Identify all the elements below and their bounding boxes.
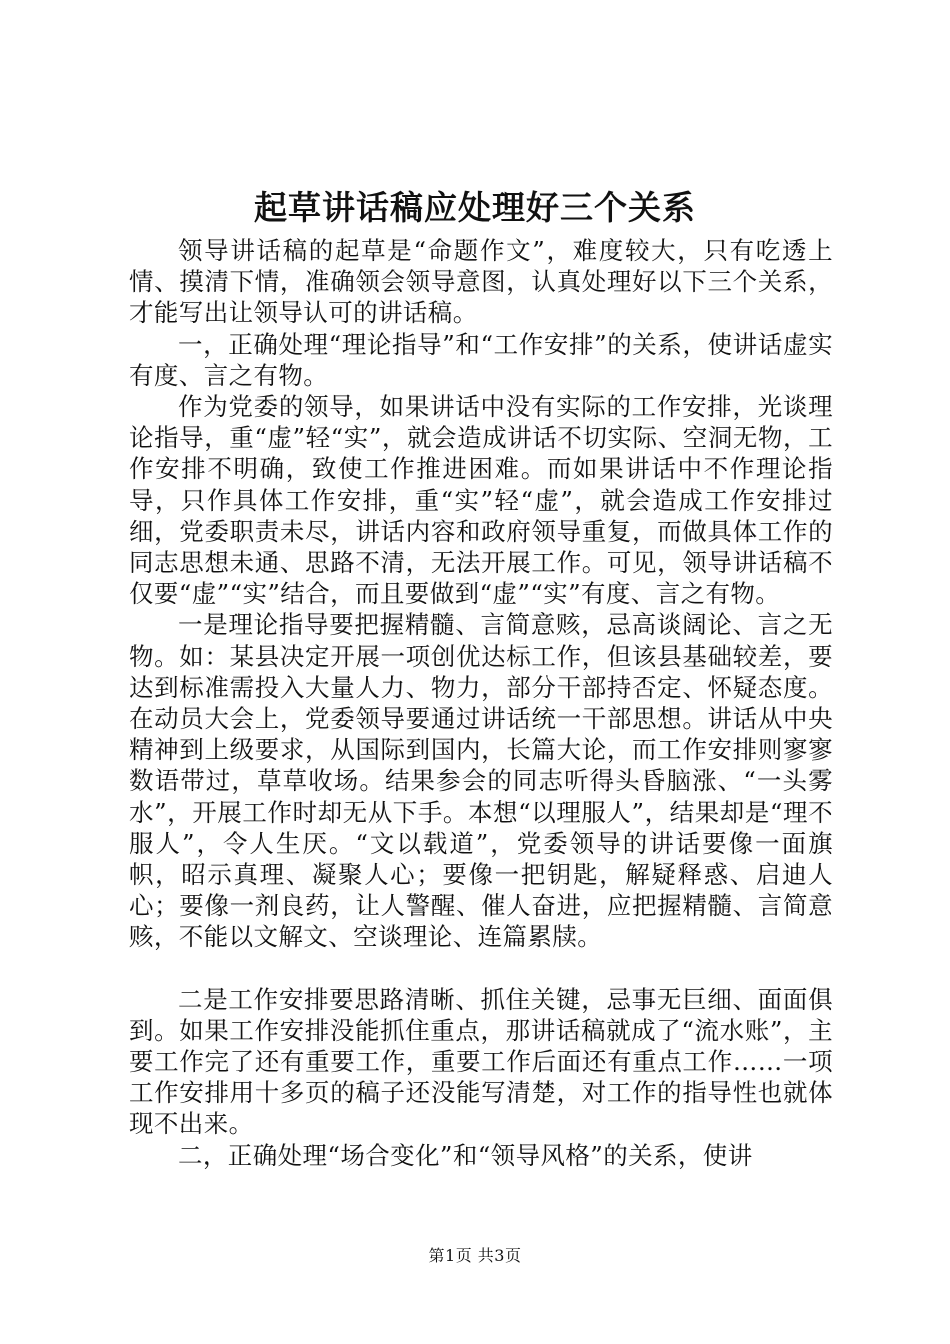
- paragraph-intro: 领导讲话稿的起草是“命题作文”，难度较大，只有吃透上情、摸清下情，准确领会领导意图，认真处理好以下三个关系，才能写出让领导认可的讲话稿。: [129, 236, 833, 328]
- document-title: 起草讲话稿应处理好三个关系: [254, 188, 696, 227]
- document-body: [129, 235, 833, 1171]
- paragraph-work-arrangement: 二是工作安排要思路清晰、抓住关键，忌事无巨细、面面俱到。如果工作安排没能抓住重点，那讲话稿就成了“流水账”，主要工作完了还有重要工作，重要工作后面还有重点工作……一项工作安排用十多页的稿子还没能写清楚，对工作的指导性也就体现不出来。: [129, 984, 833, 1139]
- paragraph-theory-guidance: 一是理论指导要把握精髓、言简意赅，忌高谈阔论、言之无物。如：某县决定开展一项创优达标工作，但该县基础较差，要达到标准需投入大量人力、物力，部分干部持否定、怀疑态度。在动员大会上，党委领导要通过讲话统一干部思想。讲话从中央精神到上级要求，从国际到国内，长篇大论，而工作安排则寥寥数语带过，草草收场。结果参会的同志听得头昏脑涨、“一头雾水”，开展工作时却无从下手。本想“以理服人”，结果却是“理不服人”，令人生厌。“文以载道”，党委领导的讲话要像一面旗帜，昭示真理、凝聚人心；要像一把钥匙，解疑释惑、启迪人心；要像一剂良药，让人警醒、催人奋进，应把握精髓、言简意赅，不能以文解文、空谈理论、连篇累牍。: [129, 610, 833, 952]
- paragraph-section-two-heading: 二，正确处理“场合变化”和“领导风格”的关系，使讲: [178, 1140, 753, 1170]
- paragraph-section-one-heading: 一，正确处理“理论指导”和“工作安排”的关系，使讲话虚实有度、言之有物。: [129, 329, 833, 390]
- page-footer: 第1页 共3页: [428, 1246, 522, 1265]
- paragraph-section-one-body: 作为党委的领导，如果讲话中没有实际的工作安排，光谈理论指导，重“虚”轻“实”，就会造成讲话不切实际、空洞无物，工作安排不明确，致使工作推进困难。而如果讲话中不作理论指导，只作具体工作安排，重“实”轻“虚”，就会造成工作安排过细，党委职责未尽，讲话内容和政府领导重复，而做具体工作的同志思想未通、思路不清，无法开展工作。可见，领导讲话稿不仅要“虚”“实”结合，而且要做到“虚”“实”有度、言之有物。: [129, 392, 833, 609]
